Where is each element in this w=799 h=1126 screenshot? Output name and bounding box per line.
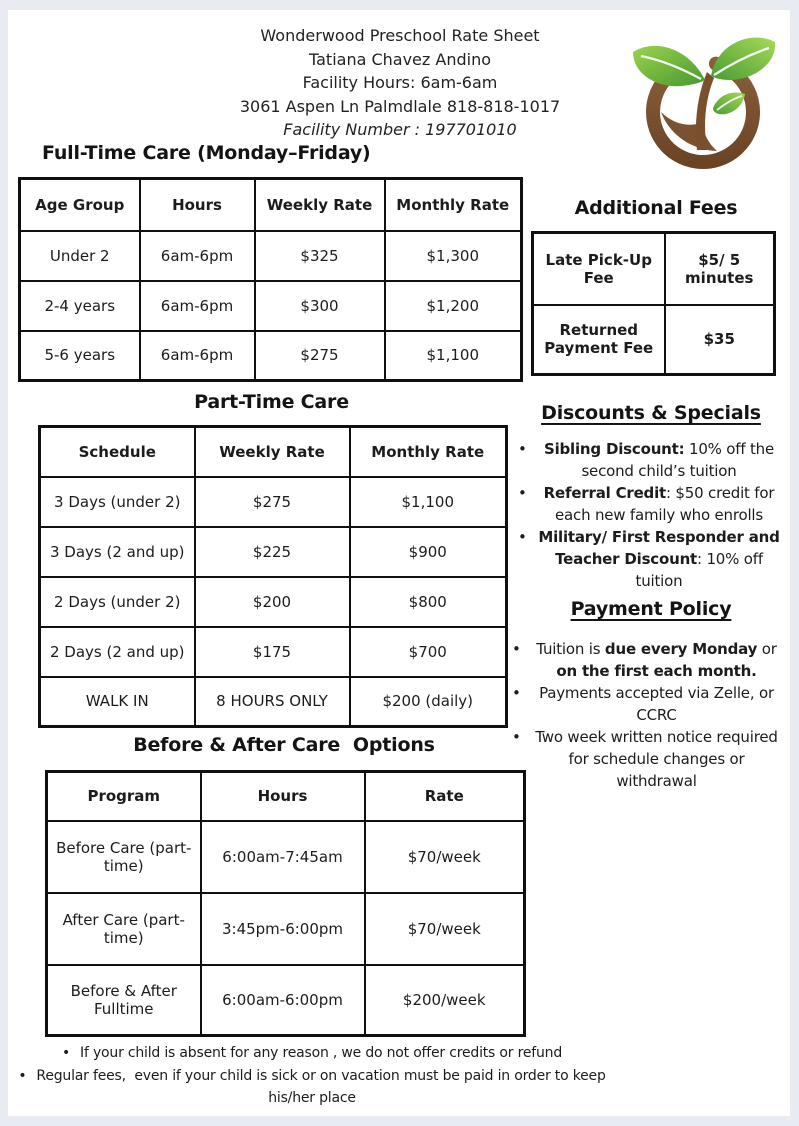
- cell: 6am-6pm: [140, 331, 255, 381]
- discount-name: Referral Credit: [543, 484, 667, 502]
- before-after-title: Before & After Care Options: [133, 734, 435, 756]
- table-row: [40, 577, 507, 627]
- cell: $300: [255, 281, 385, 331]
- discount-detail: 10% off the second child’s tuition: [581, 440, 779, 480]
- bullet-icon: •: [518, 440, 527, 458]
- table-row: [47, 965, 525, 1036]
- cell: 5-6 years: [20, 331, 140, 381]
- cell: 2-4 years: [20, 281, 140, 331]
- cell: 6:00am-6:00pm: [201, 965, 365, 1036]
- doc-title: Wonderwood Preschool Rate Sheet: [260, 26, 540, 45]
- cell: $1,100: [385, 331, 522, 381]
- bullet-icon: •: [518, 484, 527, 502]
- table-row: [40, 477, 507, 527]
- list-item: • Tuition is due every Monday or on the first each month.: [512, 640, 782, 680]
- payment-policy-list: [512, 638, 784, 792]
- col-header-program: Program: [47, 772, 201, 821]
- table-row: [533, 305, 775, 375]
- full-time-title: Full-Time Care (Monday–Friday): [42, 142, 371, 164]
- sprout-stem: [696, 72, 714, 150]
- footnotes: [12, 1042, 612, 1110]
- document-header: [150, 24, 650, 142]
- table-row: [47, 821, 525, 893]
- table-row: [47, 893, 525, 965]
- logo-graphic: [616, 28, 788, 178]
- cell: WALK IN: [40, 677, 195, 727]
- cell: After Care (part-time): [47, 893, 201, 965]
- footnote-item: • If your child is absent for any reason , we do not offer credits or refund: [61, 1045, 563, 1061]
- cell: $1,200: [385, 281, 522, 331]
- bullet-icon: •: [61, 1045, 71, 1061]
- cell: Before & After Fulltime: [47, 965, 201, 1036]
- cell: $200/week: [365, 965, 525, 1036]
- fee-label: Returned Payment Fee: [533, 305, 665, 375]
- list-item: [518, 482, 783, 526]
- before-after-table: [45, 770, 526, 1037]
- cell: $325: [255, 231, 385, 281]
- facility-hours: Facility Hours: 6am-6am: [302, 73, 498, 92]
- cell: Before Care (part-time): [47, 821, 201, 893]
- col-header-rate: Rate: [365, 772, 525, 821]
- discount-detail: : $50 credit for each new family who enrolls: [555, 484, 779, 524]
- col-header-weekly-rate: Weekly Rate: [195, 427, 350, 477]
- cell: $700: [350, 627, 507, 677]
- cell: 2 Days (under 2): [40, 577, 195, 627]
- full-time-table: [18, 177, 523, 382]
- discount-detail: : 10% off tuition: [635, 550, 768, 590]
- additional-fees-table: [531, 231, 776, 376]
- address-phone: 3061 Aspen Ln Palmdlale 818-818-1017: [239, 96, 561, 116]
- before-after-header-row: [47, 772, 525, 821]
- col-header-hours: Hours: [201, 772, 365, 821]
- fee-label: Late Pick-Up Fee: [533, 233, 665, 305]
- cell: 8 HOURS ONLY: [195, 677, 350, 727]
- fee-amount: $5/ 5 minutes: [665, 233, 775, 305]
- table-row: [40, 627, 507, 677]
- cell: $1,300: [385, 231, 522, 281]
- cell: 3:45pm-6:00pm: [201, 893, 365, 965]
- cell: Under 2: [20, 231, 140, 281]
- discount-name: Sibling Discount:: [543, 440, 685, 458]
- cell: $900: [350, 527, 507, 577]
- leaf-left: [633, 46, 705, 86]
- col-header-age-group: Age Group: [20, 179, 140, 231]
- cell: 3 Days (2 and up): [40, 527, 195, 577]
- additional-fees-title: Additional Fees: [574, 197, 738, 219]
- cell: 2 Days (2 and up): [40, 627, 195, 677]
- part-time-title: Part-Time Care: [194, 391, 349, 413]
- col-header-hours: Hours: [140, 179, 255, 231]
- cell: $200: [195, 577, 350, 627]
- provider-name: Tatiana Chavez Andino: [308, 49, 491, 69]
- table-row: [20, 281, 522, 331]
- discounts-title: Discounts & Specials: [541, 402, 761, 424]
- col-header-schedule: Schedule: [40, 427, 195, 477]
- list-item: [518, 526, 783, 592]
- cell: $1,100: [350, 477, 507, 527]
- table-row: [20, 331, 522, 381]
- cell: $800: [350, 577, 507, 627]
- cell: 3 Days (under 2): [40, 477, 195, 527]
- cell: $275: [255, 331, 385, 381]
- cell: 6:00am-7:45am: [201, 821, 365, 893]
- full-time-header-row: [20, 179, 522, 231]
- table-row: [40, 527, 507, 577]
- facility-number: Facility Number : 197701010: [283, 120, 517, 139]
- cell: $275: [195, 477, 350, 527]
- list-item: • Two week written notice required for schedule changes or withdrawal: [512, 728, 783, 790]
- col-header-monthly-rate: Monthly Rate: [385, 179, 522, 231]
- bullet-icon: •: [18, 1067, 27, 1084]
- list-item: • Payments accepted via Zelle, or CCRC: [512, 684, 779, 724]
- bullet-icon: •: [512, 684, 521, 702]
- payment-policy-title: Payment Policy: [570, 598, 732, 620]
- table-row: [20, 231, 522, 281]
- discount-name: Military/ First Responder and Teacher Discount: [538, 528, 785, 568]
- list-item: [518, 438, 783, 482]
- cell: $175: [195, 627, 350, 677]
- cell: $225: [195, 527, 350, 577]
- table-row: [533, 233, 775, 305]
- fee-amount: $35: [665, 305, 775, 375]
- cell: $200 (daily): [350, 677, 507, 727]
- bullet-icon: •: [512, 640, 521, 658]
- table-row: [40, 677, 507, 727]
- cell: $70/week: [365, 821, 525, 893]
- cell: 6am-6pm: [140, 281, 255, 331]
- cell: $70/week: [365, 893, 525, 965]
- col-header-weekly-rate: Weekly Rate: [255, 179, 385, 231]
- footnote-item: • Regular fees, even if your child is sick or on vacation must be paid in order to keep his/her place: [18, 1067, 610, 1106]
- part-time-header-row: [40, 427, 507, 477]
- bullet-icon: •: [518, 528, 527, 546]
- discounts-list: [518, 438, 783, 592]
- hand-seedling-logo: [616, 28, 788, 178]
- bullet-icon: •: [512, 728, 521, 746]
- part-time-table: [38, 425, 508, 728]
- cell: 6am-6pm: [140, 231, 255, 281]
- col-header-monthly-rate: Monthly Rate: [350, 427, 507, 477]
